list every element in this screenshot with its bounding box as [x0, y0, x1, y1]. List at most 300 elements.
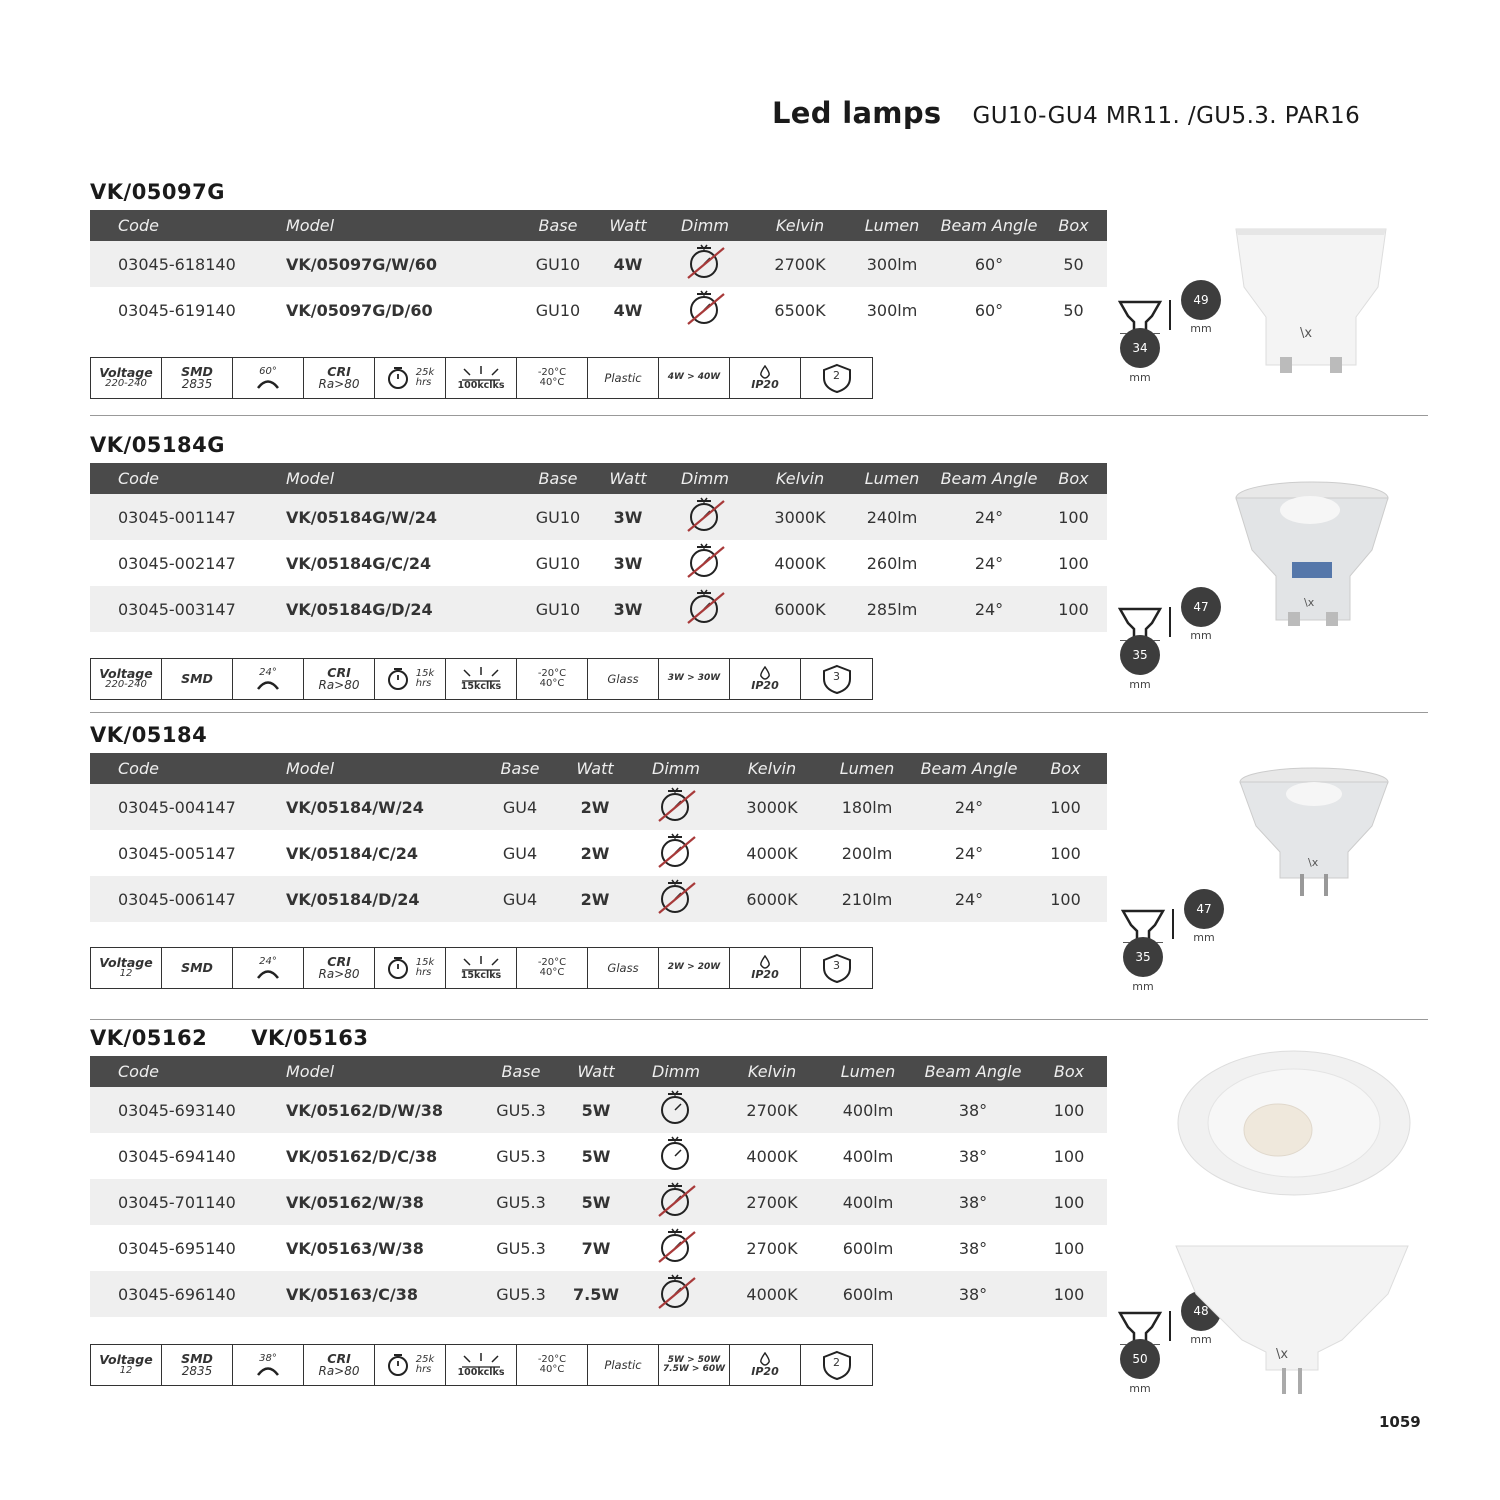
- equivalent-wattage-value-2: 7.5W > 60W: [662, 1364, 726, 1374]
- column-header-beam: Beam Angle: [914, 753, 1024, 784]
- cell-base: GU10: [535, 553, 581, 573]
- beam-arc-icon: [255, 1364, 281, 1376]
- smd-label: SMD: [181, 960, 213, 976]
- cell-beam: 38°: [915, 1087, 1031, 1133]
- lamp-image-mr16-side: [1172, 1242, 1412, 1397]
- spec-table: [90, 210, 1107, 333]
- not-dimmable-icon: [628, 784, 724, 830]
- cell-code: 03045-619140: [118, 300, 236, 320]
- lamp-outline-icon: [1121, 907, 1181, 943]
- section-title-text: VK/05097G: [90, 180, 225, 204]
- equivalent-wattage-value: 3W > 30W: [667, 673, 721, 684]
- cell-base: GU4: [502, 843, 538, 863]
- beam-arc-icon: [255, 967, 281, 979]
- diameter-unit: mm: [1193, 931, 1215, 944]
- cell-model: VK/05162/D/W/38: [286, 1087, 479, 1133]
- column-header-kelvin: Kelvin: [724, 753, 820, 784]
- column-header-lumen: Lumen: [846, 463, 938, 494]
- table-row: [90, 876, 1107, 922]
- lamp-image-gu10-plastic: [1228, 225, 1393, 380]
- warranty-years: 2: [833, 369, 840, 382]
- cell-lumen: 210lm: [820, 876, 914, 922]
- smd-spec: [162, 948, 233, 988]
- warranty-shield-icon: [801, 948, 872, 988]
- cell-kelvin: 3000K: [754, 494, 846, 540]
- height-badge: [1120, 1339, 1160, 1379]
- column-header-lumen: Lumen: [846, 210, 938, 241]
- diameter-badge: [1181, 587, 1221, 627]
- column-header-dimmable: Dimm: [628, 753, 724, 784]
- cell-watt: 5W: [581, 1146, 611, 1166]
- cell-kelvin: 6500K: [774, 300, 826, 320]
- not-dimmable-icon: [656, 586, 754, 632]
- cell-kelvin: 4000K: [746, 1146, 798, 1166]
- cell-box: 100: [1058, 553, 1089, 573]
- ip-rating-value: IP20: [751, 1365, 779, 1379]
- dimmable-icon: [651, 1088, 701, 1132]
- voltage-spec: [91, 358, 162, 398]
- timer-icon: [386, 956, 410, 980]
- warranty-years: 2: [833, 1356, 840, 1369]
- column-header-box: Box: [1040, 210, 1107, 241]
- cell-kelvin: 4000K: [746, 843, 798, 863]
- beam-angle-icon: [233, 948, 304, 988]
- section-divider: [90, 712, 1428, 713]
- cell-model: VK/05097G/W/60: [286, 241, 516, 287]
- height-badge: [1120, 328, 1160, 368]
- feature-icon-bar: [90, 658, 873, 700]
- beam-angle-value: 38°: [259, 1352, 277, 1364]
- column-header-lumen: Lumen: [821, 1056, 915, 1087]
- not-dimmable-icon: [651, 1272, 701, 1316]
- page-number: 1059: [1379, 1413, 1421, 1431]
- column-header-model: Model: [286, 463, 516, 494]
- table-header-row: [90, 1056, 1107, 1087]
- cell-beam: 38°: [958, 1146, 988, 1166]
- switch-cycles-value: 100kclks: [457, 1367, 505, 1379]
- lifetime-value: 25k: [415, 1354, 435, 1365]
- column-header-base: Base: [516, 463, 600, 494]
- cell-watt: 2W: [562, 876, 628, 922]
- cell-beam: 38°: [915, 1271, 1031, 1317]
- column-header-kelvin: Kelvin: [754, 463, 846, 494]
- switch-cycles-icon: [446, 948, 517, 988]
- column-header-lumen: Lumen: [820, 753, 914, 784]
- cell-base: GU5.3: [479, 1087, 563, 1133]
- cell-lumen: 260lm: [866, 553, 918, 573]
- svg-text:\x: \x: [1300, 326, 1313, 341]
- column-header-code: Code: [90, 463, 286, 494]
- section-title-text: VK/05184: [90, 723, 208, 747]
- cell-watt: 2W: [580, 843, 610, 863]
- lamp-image-mr16-front: [1174, 1048, 1414, 1198]
- svg-text:\x: \x: [1276, 1347, 1289, 1362]
- cell-watt: 3W: [613, 553, 643, 573]
- table-row: [90, 784, 1107, 830]
- cell-box: 50: [1040, 241, 1107, 287]
- cri-label: CRI: [327, 665, 351, 681]
- cell-watt: 7W: [581, 1238, 611, 1258]
- warranty-years: 3: [833, 670, 840, 683]
- cell-watt: 4W: [613, 300, 643, 320]
- temp-low: -20°C: [537, 956, 567, 968]
- cell-lumen: 240lm: [846, 494, 938, 540]
- cell-box: 50: [1063, 300, 1084, 320]
- cell-lumen: 600lm: [842, 1238, 894, 1258]
- material-label: Glass: [607, 671, 639, 686]
- column-header-watt: Watt: [600, 463, 656, 494]
- switch-cycles-icon: [446, 659, 517, 699]
- cell-model: VK/05163/C/38: [286, 1271, 479, 1317]
- column-header-beam: Beam Angle: [938, 210, 1040, 241]
- cell-lumen: 200lm: [841, 843, 893, 863]
- not-dimmable-icon: [651, 831, 701, 875]
- page-header: [772, 96, 1360, 130]
- section-title-text: VK/05162: [90, 1026, 208, 1050]
- cell-lumen: 300lm: [846, 241, 938, 287]
- cell-base: GU5.3: [496, 1146, 546, 1166]
- temperature-range-icon: [517, 1345, 588, 1385]
- temperature-range-icon: [517, 659, 588, 699]
- switch-cycles-value: 100kclks: [457, 380, 505, 392]
- spec-table: [90, 1056, 1107, 1317]
- cell-code: 03045-005147: [118, 843, 236, 863]
- product-section-vk05184: [90, 723, 1428, 993]
- lamp-image-gu10-glass: [1232, 480, 1392, 630]
- cell-lumen: 180lm: [820, 784, 914, 830]
- column-header-dimmable: Dimm: [656, 210, 754, 241]
- switch-cycles-value: 15kclks: [460, 970, 502, 982]
- not-dimmable-icon: [680, 288, 730, 332]
- cell-lumen: 400lm: [842, 1146, 894, 1166]
- temp-high: 40°C: [539, 967, 565, 978]
- section-title-text: VK/05184G: [90, 433, 225, 457]
- cell-base: GU5.3: [479, 1271, 563, 1317]
- beam-angle-icon: [233, 358, 304, 398]
- cell-kelvin: 2700K: [723, 1087, 821, 1133]
- feature-icon-bar: [90, 947, 873, 989]
- not-dimmable-icon: [651, 1226, 701, 1270]
- water-drop-icon: [759, 1352, 771, 1366]
- table-header-row: [90, 753, 1107, 784]
- column-header-beam: Beam Angle: [915, 1056, 1031, 1087]
- temp-high: 40°C: [539, 377, 565, 388]
- water-drop-icon: [759, 955, 771, 969]
- timer-icon: [386, 1353, 410, 1377]
- feature-icon-bar: [90, 1344, 873, 1386]
- diameter-badge: [1181, 280, 1221, 320]
- water-drop-icon: [759, 666, 771, 680]
- cell-beam: 60°: [974, 300, 1004, 320]
- feature-icon-bar: [90, 357, 873, 399]
- cri-value: Ra>80: [318, 678, 360, 693]
- cri-spec: [304, 659, 375, 699]
- page-subtitle: GU10-GU4 MR11. /GU5.3. PAR16: [972, 103, 1361, 129]
- ip-rating-icon: [730, 659, 801, 699]
- voltage-value: 12: [119, 968, 133, 980]
- spec-table: [90, 463, 1107, 632]
- cell-beam: 24°: [974, 553, 1004, 573]
- not-dimmable-icon: [656, 540, 754, 586]
- table-row: [90, 1087, 1107, 1133]
- product-section-vk05184g: [90, 433, 1428, 693]
- material-label: Glass: [607, 960, 639, 975]
- cell-watt: 7.5W: [563, 1271, 629, 1317]
- switch-cycles-rays-icon: [456, 666, 506, 682]
- lamp-image-gu4-glass: [1236, 766, 1392, 898]
- diameter-unit: mm: [1190, 1333, 1212, 1346]
- material-icon: [588, 659, 659, 699]
- beam-angle-icon: [233, 659, 304, 699]
- cell-code: 03045-701140: [90, 1179, 286, 1225]
- water-drop-icon: [759, 365, 771, 379]
- column-header-box: Box: [1024, 753, 1107, 784]
- column-header-code: Code: [90, 1056, 286, 1087]
- svg-text:\x: \x: [1308, 856, 1319, 869]
- voltage-spec: [91, 948, 162, 988]
- not-dimmable-icon: [680, 541, 730, 585]
- cell-beam: 24°: [914, 876, 1024, 922]
- timer-icon: [386, 667, 410, 691]
- cell-beam: 38°: [915, 1179, 1031, 1225]
- cell-kelvin: 4000K: [723, 1271, 821, 1317]
- column-header-model: Model: [286, 1056, 479, 1087]
- equivalent-wattage-value: 5W > 50W: [667, 1354, 721, 1365]
- not-dimmable-icon: [628, 830, 724, 876]
- not-dimmable-icon: [651, 785, 701, 829]
- column-header-beam: Beam Angle: [938, 463, 1040, 494]
- ip-rating-icon: [730, 948, 801, 988]
- cell-box: 100: [1050, 843, 1081, 863]
- ip-rating-value: IP20: [751, 968, 779, 982]
- equivalent-wattage: [659, 659, 730, 699]
- cell-kelvin: 6000K: [724, 876, 820, 922]
- cell-box: 100: [1024, 876, 1107, 922]
- voltage-value: 220-240: [105, 378, 147, 390]
- cell-code: 03045-001147: [90, 494, 286, 540]
- voltage-spec: [91, 659, 162, 699]
- cri-spec: [304, 948, 375, 988]
- smd-label: SMD: [181, 364, 213, 380]
- cri-label: CRI: [327, 954, 351, 970]
- cell-model: VK/05162/W/38: [286, 1179, 479, 1225]
- equivalent-wattage-value: 4W > 40W: [667, 372, 721, 383]
- cell-watt: 5W: [563, 1087, 629, 1133]
- temp-low: -20°C: [537, 366, 567, 378]
- timer-icon: [386, 366, 410, 390]
- ip-rating-value: IP20: [751, 378, 779, 392]
- cell-base: GU4: [478, 876, 562, 922]
- column-header-code: Code: [90, 210, 286, 241]
- table-row: [90, 1133, 1107, 1179]
- cell-lumen: 285lm: [846, 586, 938, 632]
- cell-watt: 3W: [600, 586, 656, 632]
- cell-base: GU10: [535, 300, 581, 320]
- column-header-watt: Watt: [563, 1056, 629, 1087]
- column-header-base: Base: [478, 753, 562, 784]
- column-header-kelvin: Kelvin: [723, 1056, 821, 1087]
- warranty-shield-icon: [801, 1345, 872, 1385]
- beam-angle-icon: [233, 1345, 304, 1385]
- voltage-label: Voltage: [99, 955, 153, 971]
- beam-angle-value: 24°: [259, 666, 277, 678]
- table-row: [90, 494, 1107, 540]
- not-dimmable-icon: [629, 1271, 723, 1317]
- cell-kelvin: 2700K: [746, 1238, 798, 1258]
- switch-cycles-icon: [446, 358, 517, 398]
- cell-box: 100: [1040, 494, 1107, 540]
- lifetime-icon: [375, 948, 446, 988]
- smd-spec: [162, 659, 233, 699]
- height-value: 35: [1132, 648, 1148, 662]
- table-header-row: [90, 463, 1107, 494]
- lifetime-value: 15k: [415, 957, 435, 968]
- lamp-outline-icon: [1118, 298, 1178, 334]
- beam-arc-icon: [255, 678, 281, 690]
- table-row: [90, 287, 1107, 333]
- column-header-code: Code: [90, 753, 286, 784]
- height-unit: mm: [1132, 980, 1154, 993]
- temperature-range-icon: [517, 948, 588, 988]
- diameter-value: 47: [1193, 600, 1209, 614]
- cell-code: 03045-694140: [118, 1146, 236, 1166]
- cell-model: VK/05163/W/38: [286, 1238, 424, 1258]
- switch-cycles-value: 15kclks: [460, 681, 502, 693]
- cell-beam: 24°: [938, 494, 1040, 540]
- smd-value: 2835: [181, 1364, 213, 1379]
- cri-spec: [304, 1345, 375, 1385]
- equivalent-wattage-value: 2W > 20W: [667, 962, 721, 973]
- lamp-outline-icon: [1118, 605, 1178, 641]
- cell-base: GU5.3: [479, 1179, 563, 1225]
- dimmable-icon: [651, 1134, 701, 1178]
- cell-kelvin: 3000K: [724, 784, 820, 830]
- height-unit: mm: [1129, 371, 1151, 384]
- section-title: [90, 723, 1428, 753]
- cell-base: GU10: [516, 586, 600, 632]
- cell-base: GU10: [516, 494, 600, 540]
- cell-base: GU5.3: [496, 1238, 546, 1258]
- cell-code: 03045-618140: [90, 241, 286, 287]
- diameter-value: 47: [1196, 902, 1212, 916]
- cri-label: CRI: [327, 364, 351, 380]
- lifetime-unit: hrs: [415, 377, 432, 388]
- cell-beam: 24°: [914, 784, 1024, 830]
- lifetime-unit: hrs: [415, 1364, 432, 1375]
- cri-value: Ra>80: [318, 377, 360, 392]
- beam-arc-icon: [255, 377, 281, 389]
- voltage-label: Voltage: [99, 666, 153, 682]
- cell-code: 03045-696140: [90, 1271, 286, 1317]
- cell-model: VK/05184G/D/24: [286, 586, 516, 632]
- diameter-value: 49: [1193, 293, 1209, 307]
- not-dimmable-icon: [680, 587, 730, 631]
- table-row: [90, 241, 1107, 287]
- beam-angle-value: 60°: [259, 365, 277, 377]
- cell-model: VK/05184/C/24: [286, 843, 418, 863]
- column-header-base: Base: [479, 1056, 563, 1087]
- cell-kelvin: 2700K: [754, 241, 846, 287]
- not-dimmable-icon: [651, 1180, 701, 1224]
- cell-base: GU10: [516, 241, 600, 287]
- material-icon: [588, 1345, 659, 1385]
- lamp-outline-icon: [1118, 1309, 1178, 1345]
- switch-cycles-icon: [446, 1345, 517, 1385]
- column-header-watt: Watt: [600, 210, 656, 241]
- cri-spec: [304, 358, 375, 398]
- cell-watt: 2W: [562, 784, 628, 830]
- voltage-label: Voltage: [99, 1352, 153, 1368]
- column-header-kelvin: Kelvin: [754, 210, 846, 241]
- cell-box: 100: [1053, 1146, 1085, 1166]
- page-title: Led lamps: [772, 96, 942, 130]
- cell-model: VK/05162/D/C/38: [286, 1146, 438, 1166]
- cell-kelvin: 4000K: [774, 553, 826, 573]
- material-label: Plastic: [604, 370, 642, 385]
- ip-rating-value: IP20: [751, 679, 779, 693]
- not-dimmable-icon: [680, 242, 730, 286]
- column-header-watt: Watt: [562, 753, 628, 784]
- lifetime-value: 25k: [415, 367, 435, 378]
- lifetime-unit: hrs: [415, 678, 432, 689]
- smd-value: 2835: [181, 377, 213, 392]
- cell-model: VK/05184G/C/24: [286, 553, 432, 573]
- beam-angle-value: 24°: [259, 955, 277, 967]
- cell-watt: 5W: [563, 1179, 629, 1225]
- table-row: [90, 1225, 1107, 1271]
- not-dimmable-icon: [651, 877, 701, 921]
- lifetime-icon: [375, 1345, 446, 1385]
- not-dimmable-icon: [628, 876, 724, 922]
- equivalent-wattage: [659, 948, 730, 988]
- lifetime-unit: hrs: [415, 967, 432, 978]
- column-header-model: Model: [286, 753, 478, 784]
- cell-box: 100: [1031, 1271, 1107, 1317]
- cell-kelvin: 6000K: [754, 586, 846, 632]
- smd-spec: [162, 358, 233, 398]
- diameter-unit: mm: [1190, 322, 1212, 335]
- column-header-box: Box: [1031, 1056, 1107, 1087]
- material-label: Plastic: [604, 1357, 642, 1372]
- temp-high: 40°C: [539, 1364, 565, 1375]
- cell-code: 03045-003147: [90, 586, 286, 632]
- smd-label: SMD: [181, 671, 213, 687]
- equivalent-wattage: [659, 358, 730, 398]
- cell-model: VK/05184G/W/24: [286, 494, 516, 540]
- cell-beam: 24°: [938, 586, 1040, 632]
- lifetime-value: 15k: [415, 668, 435, 679]
- not-dimmable-icon: [629, 1179, 723, 1225]
- cell-lumen: 400lm: [821, 1179, 915, 1225]
- table-header-row: [90, 210, 1107, 241]
- not-dimmable-icon: [629, 1225, 723, 1271]
- temp-low: -20°C: [537, 667, 567, 679]
- ip-rating-icon: [730, 358, 801, 398]
- voltage-value: 220-240: [105, 679, 147, 691]
- cell-model: VK/05184/D/24: [286, 876, 478, 922]
- material-icon: [588, 948, 659, 988]
- section-title-text: VK/05163: [251, 1026, 369, 1050]
- lifetime-icon: [375, 358, 446, 398]
- switch-cycles-rays-icon: [456, 955, 506, 971]
- material-icon: [588, 358, 659, 398]
- table-row: [90, 586, 1107, 632]
- height-value: 35: [1135, 950, 1151, 964]
- table-row: [90, 1179, 1107, 1225]
- section-divider: [90, 1019, 1428, 1020]
- cell-beam: 24°: [954, 843, 984, 863]
- cell-box: 100: [1031, 1179, 1107, 1225]
